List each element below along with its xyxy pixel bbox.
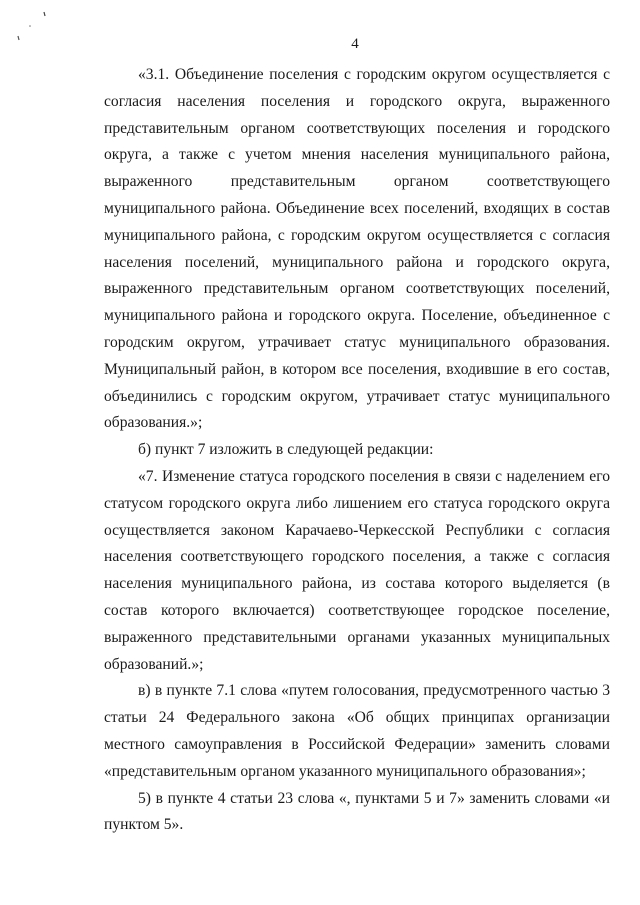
paragraph-5: 5) в пункте 4 статьи 23 слова «, пунктами 5 и 7» заменить словами «и пунктом 5». xyxy=(104,789,610,834)
paragraph-b: б) пункт 7 изложить в следующей редакции: xyxy=(138,441,434,459)
paragraph-7: «7. Изменение статуса городского поселения в связи с наделением его статусом городского округа либо лишением его статуса городского округа осуществляется законом Карачаево-Черкесской Республики с согласия населения соответствующего городского поселения, а также с согласия населения муниципального района, из состава которого выделяется (в состав которого включается) соответствующее городское поселение, выраженного представительными органами указанных муниципальных образований.»; xyxy=(104,467,610,673)
paragraph-v: в) в пункте 7.1 слова «путем голосования, предусмотренного частью 3 статьи 24 Федерального закона «Об общих принципах организации местного самоуправления в Российской Федерации» заменить словами «представительным органом указанного муниципального образования»; xyxy=(104,682,610,780)
paragraph-3-1: «3.1. Объединение поселения с городским округом осуществляется с согласия населения поселения и городского округа, выраженного представительным органом соответствующих поселения и городского округа, а также с учетом мнения населения муниципального района, выраженного представительным органом соответствующего муниципального района. Объединение всех поселений, входящих в состав муниципального района, с городским округом осуществляется с согласия населения поселений, муниципального района и городского округа, выраженного представительным органом соответствующих поселений, муниципального района и городского округа. Поселение, объединенное с городским округом, утрачивает статус муниципального образования. Муниципальный район, в котором все поселения, входившие в его состав, объединились с городским округом, утрачивает статус муниципального образования.»; xyxy=(104,66,610,432)
document-body xyxy=(104,62,610,839)
page-number: 4 xyxy=(351,36,359,52)
